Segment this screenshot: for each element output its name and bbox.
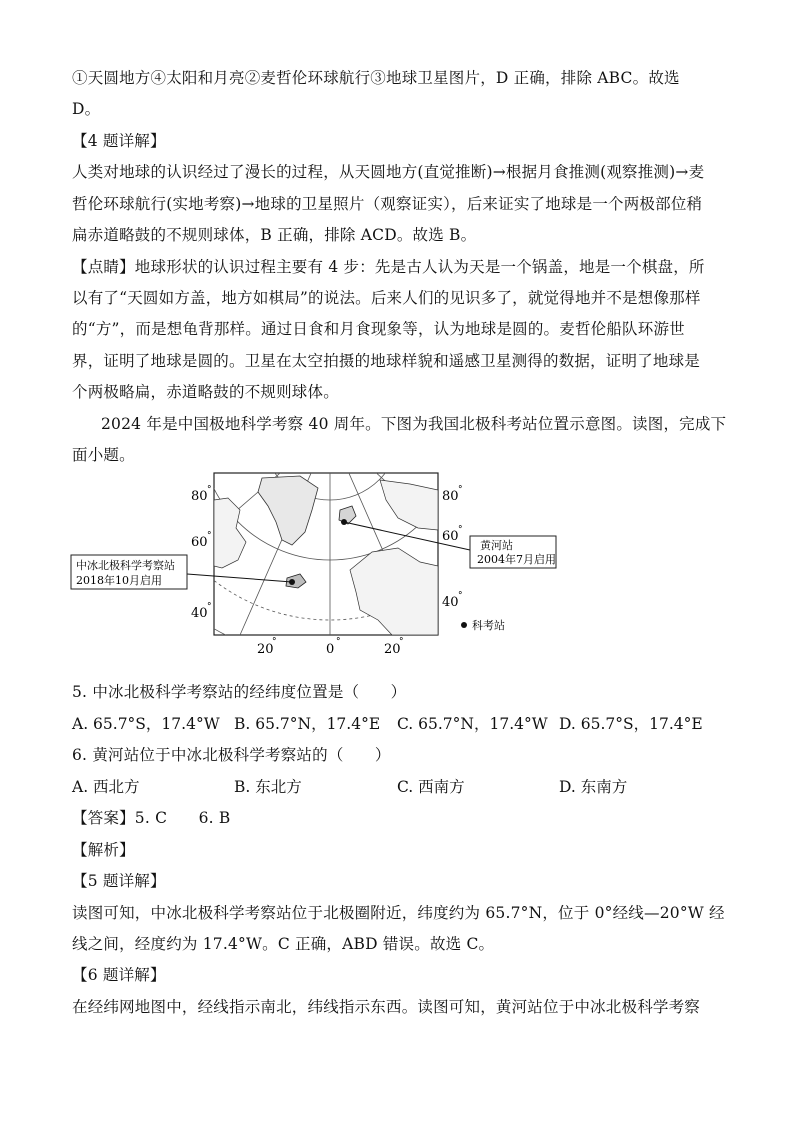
svg-text:°: ° (336, 637, 341, 647)
station-b-date: 2004年7月启用 (477, 553, 556, 566)
legend-label: 科考站 (472, 619, 505, 632)
svg-text:°: ° (207, 485, 212, 495)
dianjing-line-5: 个两极略扁，赤道略鼓的不规则球体。 (72, 383, 339, 401)
q6-choice-b: B. 东北方 (234, 778, 302, 796)
q5-detail-line-1: 读图可知，中冰北极科学考察站位于北极圈附近，纬度约为 65.7°N，位于 0°经线—20°W 经 (72, 904, 725, 922)
q5-choice-b: B. 65.7°N，17.4°E (234, 715, 381, 733)
dianjing-line-1: 【点睛】地球形状的认识过程主要有 4 步：先是古人认为天是一个锅盖，地是一个棋盘，所 (72, 258, 705, 276)
q5-detail-heading: 【5 题详解】 (72, 872, 166, 890)
arctic-station-map (0, 470, 794, 660)
q6-detail-line-1: 在经纬网地图中，经线指示南北，纬线指示东西。读图可知，黄河站位于中冰北极科学考察 (72, 998, 701, 1016)
analysis-heading: 【解析】 (72, 841, 135, 859)
dianjing-line-2: 以有了“天圆如方盖，地方如棋局”的说法。后来人们的见识多了，就觉得地并不是想像那样 (72, 289, 701, 307)
lat-label-80-left: 80 (191, 489, 208, 504)
lon-label-0: 0 (326, 642, 335, 657)
lat-label-40-right: 40 (442, 595, 459, 610)
station-a-date: 2018年10月启用 (76, 574, 162, 587)
svg-text:°: ° (272, 637, 277, 647)
q6-choice-a: A. 西北方 (72, 778, 140, 796)
prev-answer-line-2: D。 (72, 100, 101, 118)
q6-choice-c: C. 西南方 (397, 778, 465, 796)
lat-label-40-left: 40 (191, 606, 208, 621)
q5-choice-c: C. 65.7°N，17.4°W (397, 715, 548, 733)
q5-detail-line-2: 线之间，经度约为 17.4°W。C 正确，ABD 错误。故选 C。 (72, 935, 495, 953)
svg-text:°: ° (458, 485, 463, 495)
lon-label-20w: 20 (257, 642, 274, 657)
q4-line-1: 人类对地球的认识经过了漫长的过程，从天圆地方(直觉推断)→根据月食推测(观察推测)→麦 (72, 163, 705, 181)
svg-text:°: ° (399, 637, 404, 647)
q4-heading: 【4 题详解】 (72, 132, 166, 150)
svg-text:°: ° (207, 531, 212, 541)
q5-choice-a: A. 65.7°S，17.4°W (72, 715, 220, 733)
prev-answer-line-1: ①天圆地方④太阳和月亮②麦哲伦环球航行③地球卫星图片，D 正确，排除 ABC。故选 (72, 69, 680, 87)
q4-line-3: 扁赤道略鼓的不规则球体，B 正确，排除 ACD。故选 B。 (72, 226, 477, 244)
lat-label-60-right: 60 (442, 529, 459, 544)
q5-stem: 5. 中冰北极科学考察站的经纬度位置是（ ） (72, 683, 407, 701)
svg-text:°: ° (458, 591, 463, 601)
q6-choice-d: D. 东南方 (559, 778, 628, 796)
legend-dot (461, 622, 467, 628)
answer-line: 【答案】5. C 6. B (72, 809, 231, 827)
station-a-name: 中冰北极科学考察站 (76, 559, 175, 572)
svg-text:°: ° (207, 602, 212, 612)
lat-label-60-left: 60 (191, 535, 208, 550)
q6-stem: 6. 黄河站位于中冰北极科学考察站的（ ） (72, 746, 391, 764)
intro-line-2: 面小题。 (72, 446, 135, 464)
lon-label-20e: 20 (384, 642, 401, 657)
intro-line-1: 2024 年是中国极地科学考察 40 周年。下图为我国北极科考站位置示意图。读图，完成下 (101, 415, 727, 433)
dianjing-line-3: 的“方”，而是想龟背那样。通过日食和月食现象等，认为地球是圆的。麦哲伦船队环游世 (72, 320, 685, 338)
station-b-name: 黄河站 (480, 539, 513, 552)
q4-line-2: 哲伦环球航行(实地考察)→地球的卫星照片（观察证实），后来证实了地球是一个两极部位稍 (72, 195, 703, 213)
svg-text:°: ° (458, 525, 463, 535)
dianjing-line-4: 界，证明了地球是圆的。卫星在太空拍摄的地球样貌和遥感卫星测得的数据，证明了地球是 (72, 352, 701, 370)
q5-choice-d: D. 65.7°S，17.4°E (559, 715, 703, 733)
lat-label-80-right: 80 (442, 489, 459, 504)
q6-detail-heading: 【6 题详解】 (72, 966, 166, 984)
